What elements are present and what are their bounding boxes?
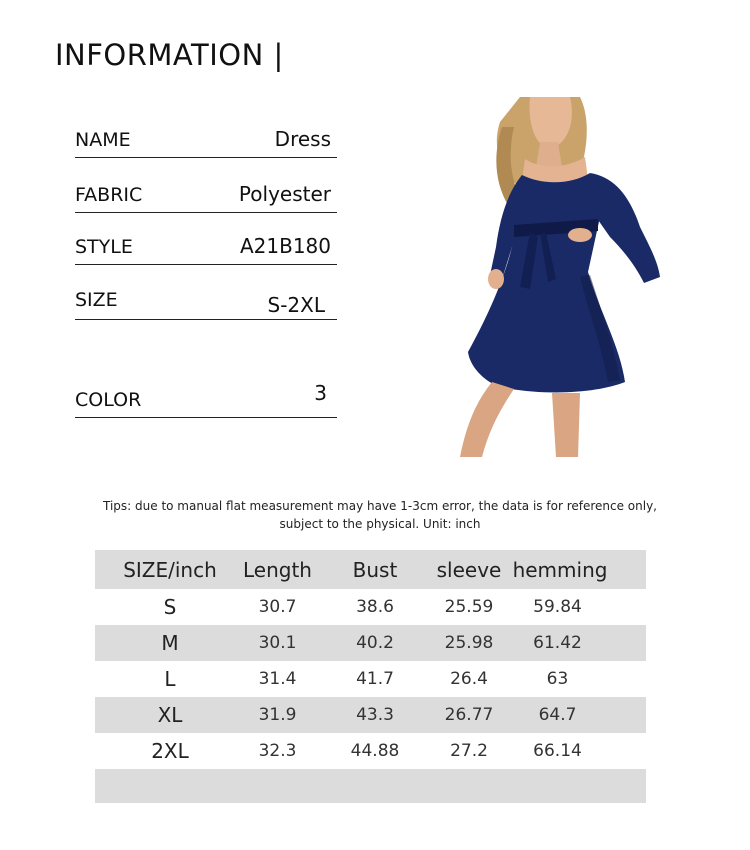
info-row-size [75, 289, 337, 320]
info-value: Polyester [238, 182, 331, 206]
size-cell: L [164, 667, 176, 691]
length-cell: 31.9 [258, 705, 297, 725]
tips-line-1: Tips: due to manual flat measurement may have 1-3cm error, the data is for reference only, [103, 499, 657, 513]
info-row-name [75, 127, 337, 158]
header-cell: sleeve [436, 557, 502, 582]
bust-cell: 38.6 [356, 597, 394, 617]
info-label: COLOR [75, 389, 142, 411]
table-row [95, 697, 646, 733]
sleeve-cell: 26.4 [450, 669, 488, 689]
info-value: 3 [314, 381, 327, 405]
info-label: NAME [75, 129, 131, 151]
length-cell: 31.4 [258, 669, 297, 689]
info-label: SIZE [75, 289, 118, 311]
info-value: S-2XL [267, 293, 325, 317]
measurement-tips [60, 497, 700, 533]
table-row [95, 589, 646, 625]
hemming-cell: 64.7 [538, 705, 577, 725]
size-cell: S [163, 595, 177, 619]
sleeve-cell: 26.77 [444, 705, 494, 725]
bust-cell: 43.3 [356, 705, 394, 725]
sleeve-cell: 25.59 [444, 597, 494, 617]
table-row [95, 661, 646, 697]
header-cell: Length [243, 557, 312, 582]
hemming-cell: 63 [546, 669, 569, 689]
table-footer-band [95, 769, 646, 803]
size-cell: 2XL [151, 739, 189, 763]
table-row [95, 625, 646, 661]
table-row [95, 733, 646, 769]
info-value: A21B180 [239, 234, 331, 258]
size-table [95, 550, 646, 803]
info-label: STYLE [75, 236, 133, 258]
bust-cell: 44.88 [350, 741, 400, 761]
info-row-color [75, 381, 337, 418]
length-cell: 30.1 [258, 633, 297, 653]
info-value: Dress [274, 127, 331, 151]
header-cell: SIZE/inch [123, 557, 217, 582]
bust-cell: 41.7 [356, 669, 394, 689]
bust-cell: 40.2 [356, 633, 394, 653]
sleeve-cell: 25.98 [444, 633, 494, 653]
header-cell: hemming [512, 557, 608, 582]
info-label: FABRIC [75, 184, 143, 206]
info-row-style [75, 234, 337, 265]
product-photo [430, 97, 678, 457]
hemming-cell: 59.84 [533, 597, 582, 617]
size-table-header [95, 550, 646, 589]
tips-line-2: subject to the physical. Unit: inch [279, 517, 481, 531]
size-cell: M [161, 631, 179, 655]
info-row-fabric [75, 182, 337, 213]
length-cell: 30.7 [258, 597, 297, 617]
hemming-cell: 61.42 [533, 633, 582, 653]
length-cell: 32.3 [258, 741, 297, 761]
header-cell: Bust [352, 557, 398, 582]
hemming-cell: 66.14 [533, 741, 582, 761]
size-cell: XL [157, 703, 183, 727]
sleeve-cell: 27.2 [450, 741, 488, 761]
info-heading: INFORMATION | [55, 38, 284, 72]
